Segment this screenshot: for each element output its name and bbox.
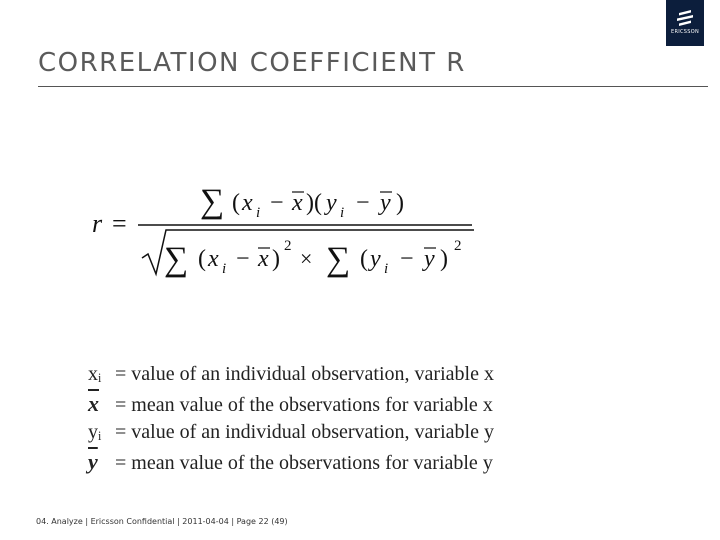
definition-text-yi: = value of an individual observation, variable y <box>115 421 494 443</box>
definition-xi <box>88 360 494 389</box>
denominator-ybar: y <box>424 246 435 272</box>
denominator-exp-2: 2 <box>454 238 462 254</box>
numerator-close-1: )( <box>306 190 322 216</box>
definition-symbol-ybar: $\overline{y}$ <box>88 449 98 474</box>
title-divider <box>38 86 708 87</box>
denominator-y: y <box>370 246 381 272</box>
logo-wordmark: ERICSSON <box>670 29 700 35</box>
numerator-close-2: ) <box>396 190 404 216</box>
page-title: CORRELATION COEFFICIENT R <box>38 48 466 78</box>
definition-text-xbar: = mean value of the observations for variable x <box>115 394 493 416</box>
numerator-x: x <box>242 190 253 216</box>
numerator-y: y <box>326 190 337 216</box>
denominator-open-1: ( <box>198 246 206 272</box>
numerator-y-sub-i: i <box>340 205 345 221</box>
definition-yi <box>88 418 494 447</box>
definition-text-ybar: = mean value of the observations for variable y <box>115 452 493 474</box>
formula-equals: = <box>112 209 127 238</box>
denominator-close-1: ) <box>272 246 280 272</box>
correlation-formula <box>90 170 490 290</box>
numerator-x-sub-i: i <box>256 205 261 221</box>
denominator-sum-icon-1: ∑ <box>164 241 189 278</box>
definition-ybar <box>88 447 494 476</box>
denominator-x-sub-i: i <box>222 261 227 277</box>
denominator-x: x <box>208 246 219 272</box>
definition-symbol-xbar: $\overline{x}$ <box>88 391 99 416</box>
definition-text-xi: = value of an individual observation, variable x <box>115 363 494 385</box>
ericsson-logo-icon <box>676 10 694 26</box>
numerator-xbar: x <box>292 190 303 216</box>
denominator-exp-1: 2 <box>284 238 292 254</box>
numerator-ybar: y <box>380 190 391 216</box>
slide-footer: 04. Analyze | Ericsson Confidential | 2011-04-04 | Page 22 (49) <box>36 517 288 526</box>
denominator-close-2: ) <box>440 246 448 272</box>
definition-symbol-yi: yᵢ <box>88 421 102 443</box>
numerator-minus-2: − <box>356 190 370 216</box>
numerator-sum-icon: ∑ <box>200 183 225 220</box>
denominator-open-2: ( <box>360 246 368 272</box>
denominator-times: × <box>300 246 313 271</box>
denominator-y-sub-i: i <box>384 261 389 277</box>
denominator-minus-2: − <box>400 246 414 272</box>
numerator-minus-1: − <box>270 190 284 216</box>
ericsson-logo <box>666 0 704 46</box>
definition-symbol-xi: xᵢ <box>88 363 102 385</box>
denominator-xbar: x <box>258 246 269 272</box>
formula-lhs-r: r <box>92 209 103 238</box>
denominator-minus-1: − <box>236 246 250 272</box>
definition-xbar <box>88 389 494 418</box>
numerator-open-1: ( <box>232 190 240 216</box>
definitions-list <box>88 360 494 476</box>
denominator-sum-icon-2: ∑ <box>326 241 351 278</box>
